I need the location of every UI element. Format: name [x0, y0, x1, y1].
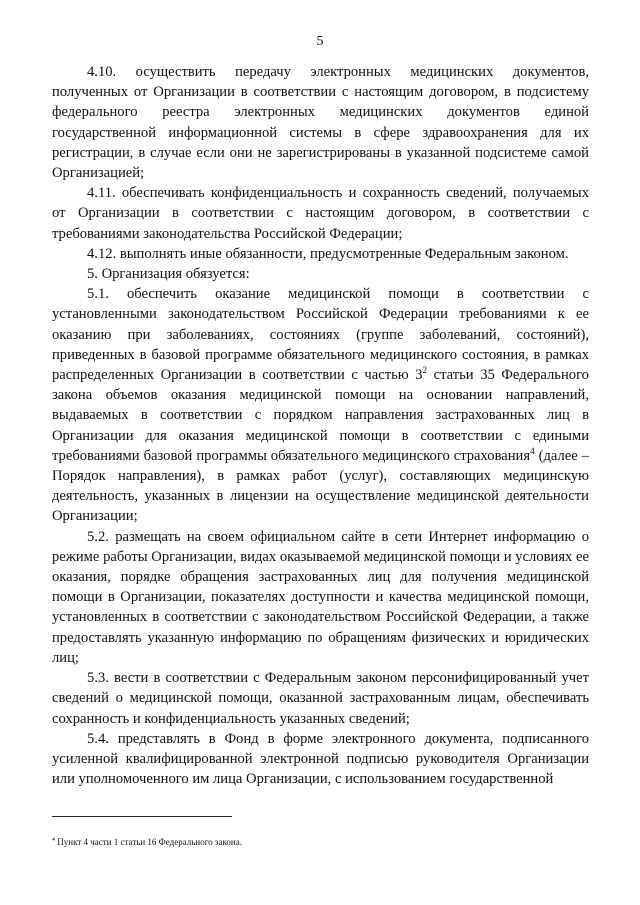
page-number: 5	[316, 34, 324, 49]
paragraph-5-1	[52, 284, 589, 526]
paragraph-5-1-part1: 5.1. обеспечить оказание медицинской помощи в соответствии с установленными законодательством Российской Федерации требованиями к ее оказанию при заболеваниях, состояниях (группе заболеваний, состояний), приведенных в базовой программе обязательного медицинского состояния, в рамках распределенных Организации в соответствии с частью 3	[52, 286, 589, 384]
footnote-text: Пункт 4 части 1 статьи 16 Федерального закона.	[55, 837, 242, 847]
paragraph-5-1-part2: статьи 35 Федерального закона объемов оказания медицинской помощи на основании направлений, выдаваемых в соответствии с порядком направления застрахованных лиц в Организации для оказания медицинской помощи в соответствии с едиными требованиями базовой программы обязательного медицинского страхования	[52, 367, 589, 464]
footnote-divider	[52, 816, 232, 817]
paragraph-5-3: 5.3. вести в соответствии с Федеральным законом персонифицированный учет сведений о медицинской помощи, оказанной застрахованным лицам, обеспечивать сохранность и конфиденциальность указанных сведений;	[52, 670, 589, 727]
paragraph-5-4: 5.4. представлять в Фонд в форме электронного документа, подписанного усиленной квалифицированной электронной подписью руководителя Организации или уполномоченного им лица Организации, с использованием государственной	[52, 730, 589, 788]
paragraph-5-2: 5.2. размещать на своем официальном сайте в сети Интернет информацию о режиме работы Организации, видах оказываемой медицинской помощи и условиях ее оказания, порядке обращения застрахованных лиц для получения медицинской помощи в Организации, показателях доступности и качества медицинской помощи, установленных в соответствии с законодательством Российской Федерации, а также предоставлять указанную информацию по обращениям физических и юридических лиц;	[52, 528, 589, 666]
footnote-marker: 4	[52, 837, 55, 843]
document-body	[52, 62, 589, 789]
paragraph-4-12: 4.12. выполнять иные обязанности, предусмотренные Федеральным законом.	[87, 245, 569, 262]
paragraph-5-1-part3: (далее – Порядок направления), в рамках работ (услуг), составляющих медицинскую деятельность, указанных в лицензии на осуществление медицинской деятельности Организации;	[52, 447, 589, 525]
paragraph-4-10: 4.10. осуществить передачу электронных медицинских документов, полученных от Организации в соответствии с настоящим договором, в подсистему федерального реестра электронных медицинских документов единой государственной информационной системы в сфере здравоохранения для их регистрации, в случае если они не зарегистрированы в указанной подсистеме самой Организацией;	[52, 64, 589, 182]
superscript-2: 2	[422, 365, 428, 376]
paragraph-4-11: 4.11. обеспечивать конфиденциальность и сохранность сведений, получаемых от Организации в соответствии с настоящим договором, в соответствии с требованиями законодательства Российской Федерации;	[52, 185, 589, 242]
section-5-heading: 5. Организация обязуется:	[87, 266, 250, 283]
footnote	[52, 836, 589, 848]
footnote-ref-4: 4	[530, 446, 535, 456]
